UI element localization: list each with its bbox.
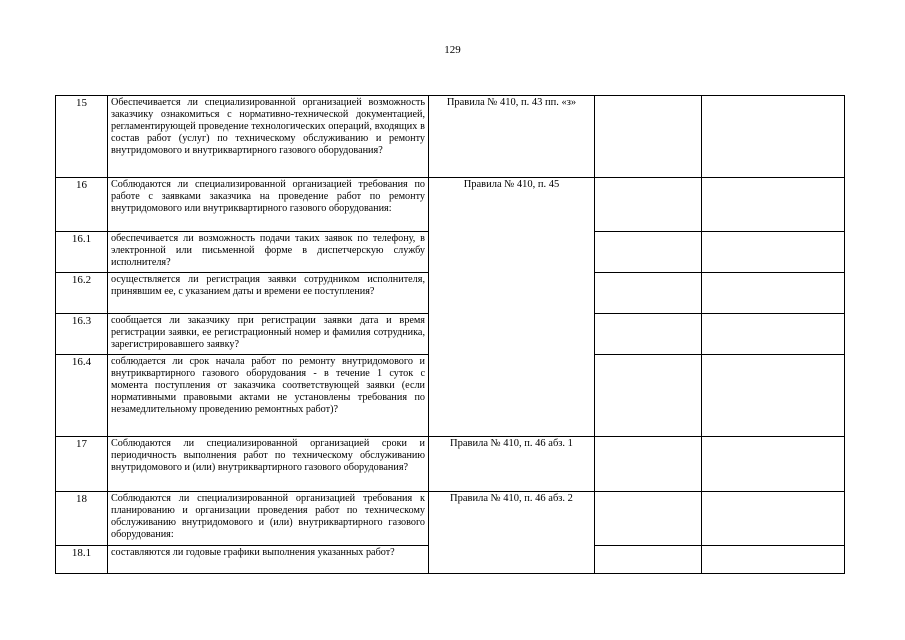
- answer-cell: [595, 273, 702, 314]
- row-reference: Правила № 410, п. 46 абз. 1: [429, 437, 595, 492]
- answer-cell: [595, 492, 702, 546]
- row-number: 18: [56, 492, 108, 546]
- row-number: 17: [56, 437, 108, 492]
- row-question: соблюдается ли срок начала работ по ремонту внутридомового и внутриквартирного газового оборудования - в течение 1 суток с момента поступления от заказчика соответствующей заявки (если нормативными правовыми актами не установлены требования по незамедлительному проведению ремонтных работ)?: [108, 355, 429, 437]
- answer-cell: [595, 355, 702, 437]
- row-number: 16.1: [56, 232, 108, 273]
- note-cell: [702, 314, 845, 355]
- row-question: Соблюдаются ли специализированной организацией сроки и периодичность выполнения работ по техническому обслуживанию внутридомового и (или) внутриквартирного газового оборудования?: [108, 437, 429, 492]
- note-cell: [702, 96, 845, 178]
- checklist-table: [55, 95, 845, 574]
- row-number: 18.1: [56, 546, 108, 574]
- answer-cell: [595, 178, 702, 232]
- row-number: 15: [56, 96, 108, 178]
- row-number: 16: [56, 178, 108, 232]
- row-reference: Правила № 410, п. 46 абз. 2: [429, 492, 595, 574]
- row-question: обеспечивается ли возможность подачи таких заявок по телефону, в электронной или письменной форме в диспетчерскую службу исполнителя?: [108, 232, 429, 273]
- row-question: Соблюдаются ли специализированной организацией требования к планированию и организации проведения работ по техническому обслуживанию внутридомового и (или) внутриквартирного газового оборудования:: [108, 492, 429, 546]
- page-number: 129: [444, 44, 461, 56]
- note-cell: [702, 273, 845, 314]
- answer-cell: [595, 314, 702, 355]
- row-question: Обеспечивается ли специализированной организацией возможность заказчику ознакомиться с нормативно-технической документацией, регламентирующей проведение технологических операций, входящих в состав работ (услуг) по техническому обслуживанию и ремонту внутридомового и внутриквартирного газового оборудования?: [108, 96, 429, 178]
- row-question: осуществляется ли регистрация заявки сотрудником исполнителя, принявшим ее, с указанием даты и времени ее поступления?: [108, 273, 429, 314]
- answer-cell: [595, 546, 702, 574]
- table-row: [56, 178, 845, 232]
- row-reference: Правила № 410, п. 45: [429, 178, 595, 437]
- note-cell: [702, 232, 845, 273]
- row-reference: Правила № 410, п. 43 пп. «з»: [429, 96, 595, 178]
- table-row: [56, 437, 845, 492]
- row-number: 16.3: [56, 314, 108, 355]
- note-cell: [702, 492, 845, 546]
- row-number: 16.2: [56, 273, 108, 314]
- note-cell: [702, 437, 845, 492]
- row-question: Соблюдаются ли специализированной организацией требования по работе с заявками заказчика на проведение работ по ремонту внутридомового или внутриквартирного газового оборудования:: [108, 178, 429, 232]
- table-row: [56, 96, 845, 178]
- answer-cell: [595, 437, 702, 492]
- note-cell: [702, 178, 845, 232]
- answer-cell: [595, 232, 702, 273]
- note-cell: [702, 546, 845, 574]
- row-question: сообщается ли заказчику при регистрации заявки дата и время регистрации заявки, ее регистрационный номер и фамилия сотрудника, зарегистрировавшего заявку?: [108, 314, 429, 355]
- answer-cell: [595, 96, 702, 178]
- note-cell: [702, 355, 845, 437]
- row-number: 16.4: [56, 355, 108, 437]
- row-question: составляются ли годовые графики выполнения указанных работ?: [108, 546, 429, 574]
- table-row: [56, 492, 845, 546]
